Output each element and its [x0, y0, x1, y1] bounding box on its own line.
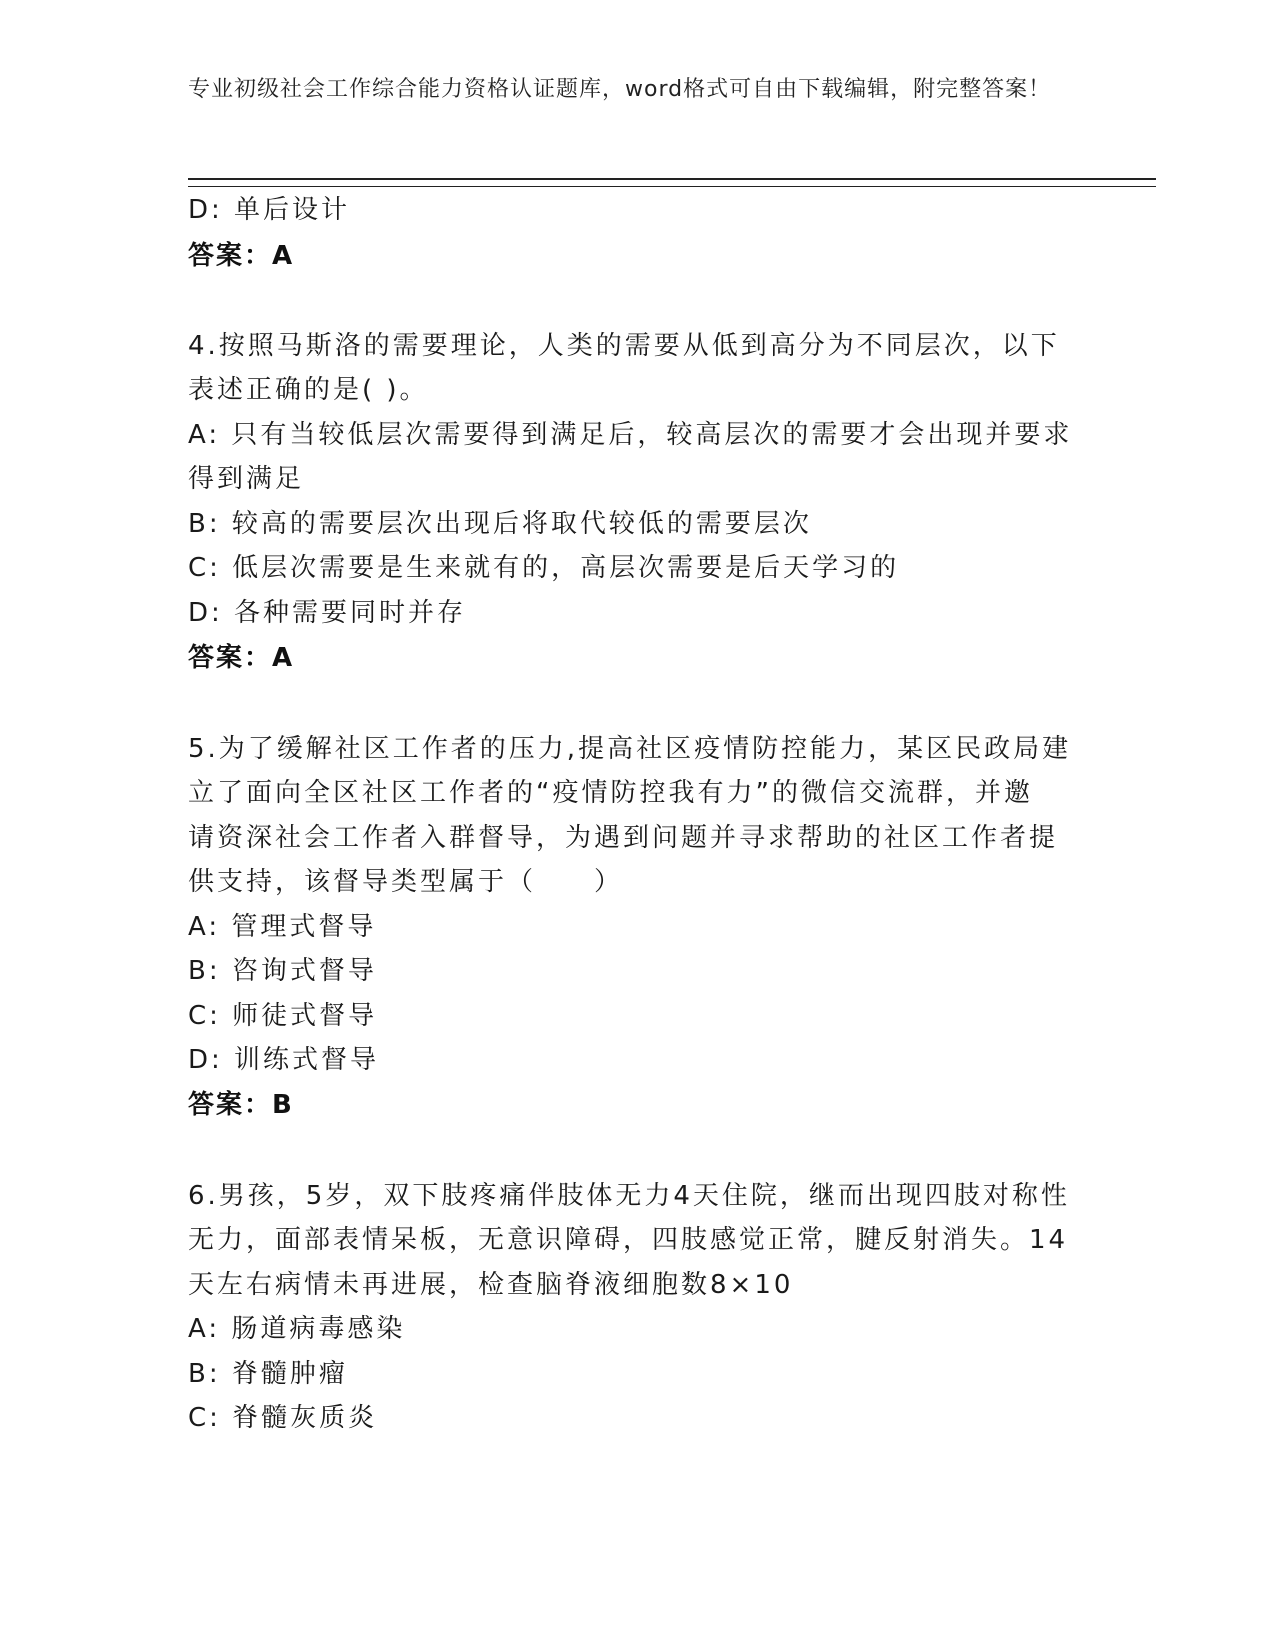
option-line: 得到满足 [188, 464, 305, 494]
answer-line: 答案：B [188, 1090, 294, 1120]
option-line: D: 单后设计 [188, 195, 351, 225]
option-line: A: 管理式督导 [188, 912, 377, 942]
option-line: A: 肠道病毒感染 [188, 1314, 406, 1344]
option-line: B: 脊髓肿瘤 [188, 1359, 348, 1389]
question-line: 请资深社会工作者入群督导，为遇到问题并寻求帮助的社区工作者提 [188, 823, 1059, 853]
option-line: B: 咨询式督导 [188, 956, 377, 986]
question-line: 供支持，该督导类型属于（ ） [188, 867, 624, 897]
option-line: D: 训练式督导 [188, 1045, 380, 1075]
option-line: B: 较高的需要层次出现后将取代较低的需要层次 [188, 509, 812, 539]
question-line: 表述正确的是( )。 [188, 375, 429, 405]
page-header: 专业初级社会工作综合能力资格认证题库，word格式可自由下载编辑，附完整答案！ [188, 77, 1052, 102]
question-line: 无力，面部表情呆板，无意识障碍，四肢感觉正常，腱反射消失。14 [188, 1225, 1069, 1255]
option-line: C: 师徒式督导 [188, 1001, 378, 1031]
question-line: 立了面向全区社区工作者的“疫情防控我有力”的微信交流群，并邀 [188, 778, 1033, 808]
question-line: 6.男孩，5岁，双下肢疼痛伴肢体无力4天住院，继而出现四肢对称性 [188, 1181, 1070, 1211]
answer-line: 答案：A [188, 643, 295, 673]
answer-line: 答案：A [188, 241, 295, 271]
question-line: 天左右病情未再进展，检查脑脊液细胞数8×10 [188, 1270, 794, 1300]
question-line: 4.按照马斯洛的需要理论，人类的需要从低到高分为不同层次，以下 [188, 331, 1060, 361]
option-line: C: 脊髓灰质炎 [188, 1403, 378, 1433]
option-line: A: 只有当较低层次需要得到满足后，较高层次的需要才会出现并要求 [188, 420, 1073, 450]
option-line: D: 各种需要同时并存 [188, 598, 467, 628]
option-line: C: 低层次需要是生来就有的，高层次需要是后天学习的 [188, 553, 900, 583]
question-line: 5.为了缓解社区工作者的压力,提高社区疫情防控能力，某区民政局建 [188, 734, 1072, 764]
header-divider [188, 178, 1156, 187]
